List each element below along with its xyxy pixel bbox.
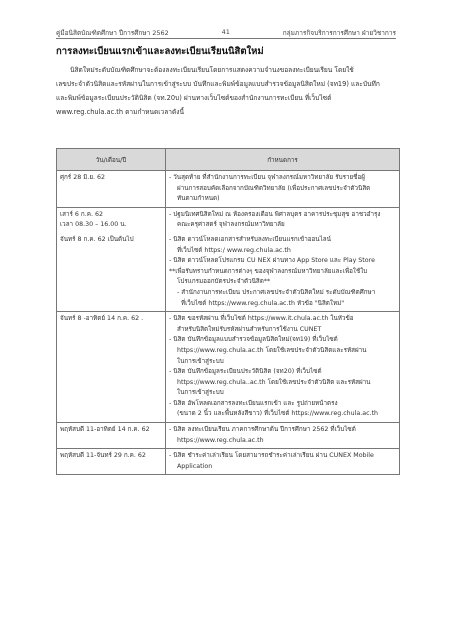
table-row — [57, 423, 400, 449]
detail-line: - สำนักงานการทะเบียน ประกาศเลขประจำตัวนิสิตใหม่ ระดับบัณฑิตศึกษา — [177, 288, 376, 296]
table-row — [57, 207, 400, 233]
header-date: วัน/เดือน/ปี — [57, 149, 166, 171]
detail-line: - นิสิต ลงทะเบียนเรียน ภาคการศึกษาต้น ปีการศึกษา 2562 ที่เว็บไซต์ — [169, 426, 356, 434]
date-line: เสาร์ 6 ก.ค. 62 — [60, 210, 103, 218]
header-left: คู่มือนิสิตบัณฑิตศึกษา ปีการศึกษา 2562 — [56, 29, 169, 37]
detail-line: - ปฐมนิเทศนิสิตใหม่ ณ ห้องครองเดือน พิศาลบุตร อาคารประชุมสุข อาชวอำรุง — [169, 210, 381, 218]
detail-line: https://www.reg.chula.ac.th — [177, 436, 264, 444]
table-row — [57, 233, 400, 312]
detail-line: - นิสิต ดาวน์โหลดเอกสารสำหรับลงทะเบียนแรกเข้าออนไลน์ — [169, 235, 331, 243]
row-date — [57, 312, 166, 423]
row-details — [166, 233, 400, 312]
detail-line: ในการเข้าสู่ระบบ — [177, 389, 224, 397]
date-line: ศุกร์ 28 มิ.ย. 62 — [60, 174, 106, 181]
detail-line: สำหรับนิสิตใหม่รับรหัสผ่านสำหรับการใช้งาน CUNET — [177, 325, 322, 333]
header-rule — [56, 38, 396, 39]
date-line: พฤหัสบดี 11-อาทิตย์ 14 ก.ค. 62 — [60, 426, 150, 434]
intro-line: และพิมพ์ข้อมูลระเบียนประวัตินิสิต (จท.20บ) ผ่านทางเว็บไซต์ของสำนักงานการทะเบียน ที่เว็บไซต์ — [56, 94, 332, 102]
table-header-row — [57, 149, 400, 171]
date-line: จันทร์ 8 -อาทิตย์ 14 ก.ค. 62 . — [60, 315, 144, 323]
intro-line: เลขประจำตัวนิสิตและรหัสผ่านในการเข้าสู่ระบบ บันทึกและพิมพ์ข้อมูลแบบสำรวจข้อมูลนิสิตใหม่ (จท19) และบันทึก — [56, 80, 380, 88]
intro-paragraph — [56, 63, 396, 119]
detail-line: ทันตามกำหนด) — [177, 195, 220, 203]
detail-line: - นิสิต บันทึกข้อมูลแบบสำรวจข้อมูลนิสิตใหม่(จท19) ที่เว็บไซต์ — [169, 336, 338, 344]
intro-line: นิสิตใหม่ระดับบัณฑิตศึกษาจะต้องลงทะเบียนเรียนโดยการแสดงความจำนงขอลงทะเบียนเรียน โดยใช้ — [70, 66, 354, 74]
header-right: กลุ่มภารกิจบริการการศึกษา ฝ่ายวิชาการ — [282, 29, 396, 37]
detail-line: - นิสิต ดาวน์โหลดโปรแกรม CU NEX ผ่านทาง App Store และ Play Store — [169, 257, 375, 265]
table-row — [57, 312, 400, 423]
date-line: เวลา 08.30 – 16.00 น. — [60, 221, 127, 229]
detail-line: - นิสิต ชำระค่าเล่าเรียน โดยสามารถชำระค่าเล่าเรียน ผ่าน CUNEX Mobile — [169, 452, 374, 460]
detail-line: - วันสุดท้าย ที่สำนักงานการทะเบียน จุฬาลงกรณ์มหาวิทยาลัย รับรายชื่อผู้ — [169, 174, 365, 181]
detail-line: ที่เว็บไซต์ https://www.reg.chula.ac.th หัวข้อ "นิสิตใหม่" — [181, 299, 345, 307]
detail-line: - นิสิต อัพโหลดเอกสารลงทะเบียนแรกเข้า และ รูปถ่ายหน้าตรง — [169, 399, 338, 407]
page-number: 41 — [221, 28, 230, 36]
row-details — [166, 449, 400, 475]
detail-line: ที่เว็บไซต์ https:/ www.reg.chula.ac.th — [177, 246, 291, 254]
page-header — [56, 28, 396, 38]
table-row — [57, 171, 400, 208]
detail-line: คณะครุศาสตร์ จุฬาลงกรณ์มหาวิทยาลัย — [177, 221, 285, 229]
detail-line: Application — [177, 462, 213, 470]
detail-line: โปรแกรมออกบัตรประจำตัวนิสิต** — [177, 278, 271, 286]
detail-line: - นิสิต ขอรหัสผ่าน ที่เว็บไซต์ https://www.it.chula.ac.th ในหัวข้อ — [169, 315, 354, 323]
row-date — [57, 233, 166, 312]
table-row — [57, 449, 400, 475]
row-date — [57, 171, 166, 208]
detail-line: https://www.reg.chula..ac.th โดยใช้เลขประจำตัวนิสิต และรหัสผ่าน — [177, 378, 371, 386]
row-details — [166, 423, 400, 449]
detail-line: **เพื่อรับทราบกำหนดการต่างๆ ของจุฬาลงกรณ์มหาวิทยาลัยและเพื่อใช้ใบ — [169, 267, 368, 275]
section-title: การลงทะเบียนแรกเข้าและลงทะเบียนเรียนนิสิตใหม่ — [56, 46, 264, 57]
row-details — [166, 171, 400, 208]
row-details — [166, 207, 400, 233]
date-line: พฤหัสบดี 11-จันทร์ 29 ก.ค. 62 — [60, 452, 146, 460]
date-line: จันทร์ 8 ก.ค. 62 เป็นต้นไป — [60, 235, 134, 243]
header-schedule: กำหนดการ — [166, 149, 400, 171]
row-date — [57, 207, 166, 233]
detail-line: ในการเข้าสู่ระบบ — [177, 357, 224, 365]
row-date — [57, 423, 166, 449]
detail-line: ผ่านการสอบคัดเลือกจากบัณฑิตวิทยาลัย (เพื่อประกาศเลขประจำตัวนิสิต — [177, 184, 371, 192]
detail-line: (ขนาด 2 นิ้ว และพื้นหลังสีขาว) ที่เว็บไซต์ https://www.reg.chula.ac.th — [177, 410, 379, 418]
schedule-table — [56, 148, 400, 475]
row-details — [166, 312, 400, 423]
detail-line: https://www.reg.chula.ac.th โดยใช้เลขประจำตัวนิสิตและรหัสผ่าน — [177, 346, 367, 354]
intro-line: www.reg.chula.ac.th ตามกำหนดเวลาดังนี้ — [56, 108, 185, 116]
detail-line: - นิสิต บันทึกข้อมูลระเบียนประวัตินิสิต (จท20) ที่เว็บไซต์ — [169, 368, 322, 376]
row-date — [57, 449, 166, 475]
